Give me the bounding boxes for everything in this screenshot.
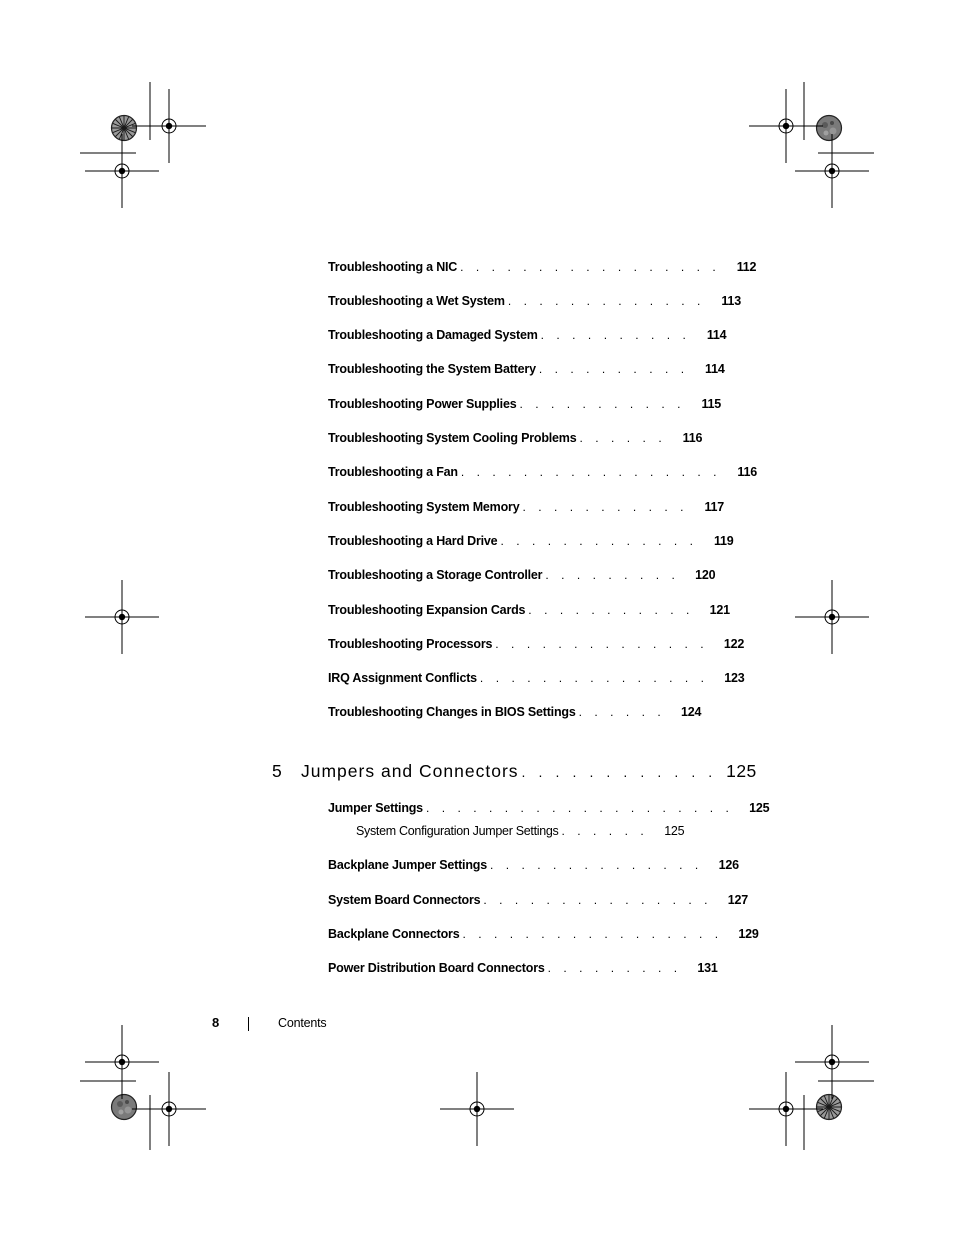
toc-page-number: 114 <box>705 362 725 376</box>
toc-entry[interactable] <box>328 603 730 621</box>
toc-leader-dots: . . . . . . . . . . . . . <box>507 294 705 308</box>
toc-page-number: 112 <box>736 260 757 274</box>
toc-entry[interactable] <box>328 465 757 483</box>
toc-leader-dots: . . . . . . . . . <box>545 568 680 582</box>
starburst-target-icon <box>817 1095 842 1120</box>
toc-entry-title: Troubleshooting Changes in BIOS Settings <box>328 705 576 719</box>
chapter-number: 5 <box>272 761 283 781</box>
toc-leader-dots: . . . . . . . . . . . . . . . . . . . . <box>425 801 734 815</box>
toc-entry-title: System Configuration Jumper Settings <box>356 824 559 838</box>
starburst-target-icon <box>112 116 137 141</box>
toc-leader-dots: . . . . . . . . . <box>547 961 682 975</box>
toc-entry-title: Troubleshooting a Damaged System <box>328 328 538 342</box>
toc-entry-title: Jumper Settings <box>328 801 423 815</box>
toc-entry-title: Troubleshooting Expansion Cards <box>328 603 526 617</box>
toc-entry[interactable] <box>328 671 745 689</box>
toc-page-number: 121 <box>709 603 730 617</box>
toc-entry[interactable] <box>328 801 770 819</box>
registration-target-icon <box>795 134 869 208</box>
toc-entry[interactable] <box>328 294 741 312</box>
toc-entry[interactable] <box>328 260 757 278</box>
registration-target-icon <box>132 1072 206 1146</box>
toc-entry[interactable] <box>328 397 722 415</box>
toc-entry-title: Troubleshooting Power Supplies <box>328 397 517 411</box>
toc-entry[interactable] <box>328 893 749 911</box>
toc-entry[interactable] <box>328 637 745 655</box>
toc-page-number: 131 <box>697 961 718 975</box>
toc-entry-title: Troubleshooting a Storage Controller <box>328 568 543 582</box>
toc-entry-title: Troubleshooting System Cooling Problems <box>328 431 577 445</box>
crop-mark-top-left <box>80 82 150 153</box>
chapter-title: Jumpers and Connectors <box>301 761 519 781</box>
footer-divider <box>248 1017 249 1031</box>
toc-entry-title: Troubleshooting the System Battery <box>328 362 536 376</box>
toc-entry[interactable] <box>328 568 716 586</box>
toc-chapter-heading[interactable] <box>272 761 757 785</box>
registration-target-icon <box>795 1025 869 1099</box>
toc-page-number: 114 <box>706 328 727 342</box>
toc-page-number: 124 <box>681 705 702 719</box>
toc-entry-title: Troubleshooting a Hard Drive <box>328 534 498 548</box>
toc-entry[interactable] <box>328 927 759 945</box>
toc-leader-dots: . . . . . . . . . . . . . . . <box>479 671 709 685</box>
registration-target-icon <box>85 580 159 654</box>
toc-entry-title: Troubleshooting System Memory <box>328 500 520 514</box>
toc-entry-title: System Board Connectors <box>328 893 481 907</box>
toc-leader-dots: . . . . . . . . . . . . . . . . . <box>460 260 721 274</box>
registration-target-icon <box>85 1025 159 1099</box>
registration-target-icon <box>440 1072 514 1146</box>
toc-leader-dots: . . . . . . . . . . . . . . . <box>483 893 713 907</box>
toc-entry-title: Backplane Jumper Settings <box>328 858 487 872</box>
toc-page-number: 120 <box>695 568 716 582</box>
toc-entry-title: Backplane Connectors <box>328 927 460 941</box>
toc-entry-title: IRQ Assignment Conflicts <box>328 671 477 685</box>
toc-entry-title: Power Distribution Board Connectors <box>328 961 545 975</box>
toc-page-number: 125 <box>664 824 685 838</box>
toc-page-number: 113 <box>721 294 741 308</box>
toc-leader-dots: . . . . . . <box>578 705 666 719</box>
toc-entry[interactable] <box>328 362 725 380</box>
toc-entry[interactable] <box>328 858 739 876</box>
toc-page-number: 123 <box>724 671 745 685</box>
toc-page-number: 115 <box>701 397 722 411</box>
toc-entry-title: Troubleshooting a Wet System <box>328 294 505 308</box>
toc-page-number: 127 <box>727 893 749 907</box>
toc-leader-dots: . . . . . . . . . . . . . . . . . <box>462 927 723 941</box>
toc-page-number: 116 <box>737 465 757 479</box>
toc-leader-dots: . . . . . . . . . . <box>538 362 689 376</box>
stipple-target-icon <box>112 1095 137 1120</box>
crop-mark-bottom-right <box>804 1081 874 1150</box>
toc-entry[interactable] <box>328 961 718 979</box>
toc-leader-dots: . . . . . . . . . . <box>540 328 691 342</box>
chapter-page-number: 125 <box>726 761 757 781</box>
toc-leader-dots: . . . . . . . . . . . . . . <box>489 858 703 872</box>
registration-target-icon <box>132 89 206 163</box>
toc-leader-dots: . . . . . . . . . . . <box>522 500 689 514</box>
toc-page-number: 122 <box>723 637 745 651</box>
toc-entry-title: Troubleshooting Processors <box>328 637 493 651</box>
toc-entry[interactable] <box>328 705 702 723</box>
toc-leader-dots: . . . . . . <box>579 431 667 445</box>
toc-page-number: 117 <box>704 500 725 514</box>
registration-target-icon <box>795 580 869 654</box>
registration-target-icon <box>85 134 159 208</box>
toc-entry[interactable] <box>328 534 734 552</box>
stipple-target-icon <box>817 116 842 141</box>
registration-target-icon <box>749 1072 823 1146</box>
footer-section-label: Contents <box>278 1016 327 1030</box>
footer-page-number: 8 <box>212 1015 220 1030</box>
toc-entry-title: Troubleshooting a Fan <box>328 465 458 479</box>
toc-entry[interactable] <box>328 500 725 518</box>
toc-leader-dots: . . . . . . . . . . . . . . <box>495 637 709 651</box>
toc-page-number: 125 <box>749 801 770 815</box>
toc-entry[interactable] <box>328 328 727 346</box>
toc-leader-dots: . . . . . . . . . . . . . . . . . <box>460 465 721 479</box>
toc-entry[interactable] <box>328 431 703 449</box>
toc-page-number: 119 <box>713 534 734 548</box>
toc-page-number: 129 <box>738 927 759 941</box>
toc-subentry[interactable] <box>356 824 685 842</box>
toc-page-number: 116 <box>682 431 703 445</box>
toc-leader-dots: . . . . . . . . . . . . . <box>500 534 698 548</box>
toc-leader-dots: . . . . . . <box>561 824 649 838</box>
toc-entry-title: Troubleshooting a NIC <box>328 260 458 274</box>
toc-leader-dots: . . . . . . . . . . . . <box>521 764 717 780</box>
registration-target-icon <box>749 89 823 163</box>
toc-leader-dots: . . . . . . . . . . . <box>528 603 694 617</box>
crop-mark-top-right <box>804 82 874 153</box>
toc-page-number: 126 <box>718 858 739 872</box>
toc-leader-dots: . . . . . . . . . . . <box>519 397 686 411</box>
